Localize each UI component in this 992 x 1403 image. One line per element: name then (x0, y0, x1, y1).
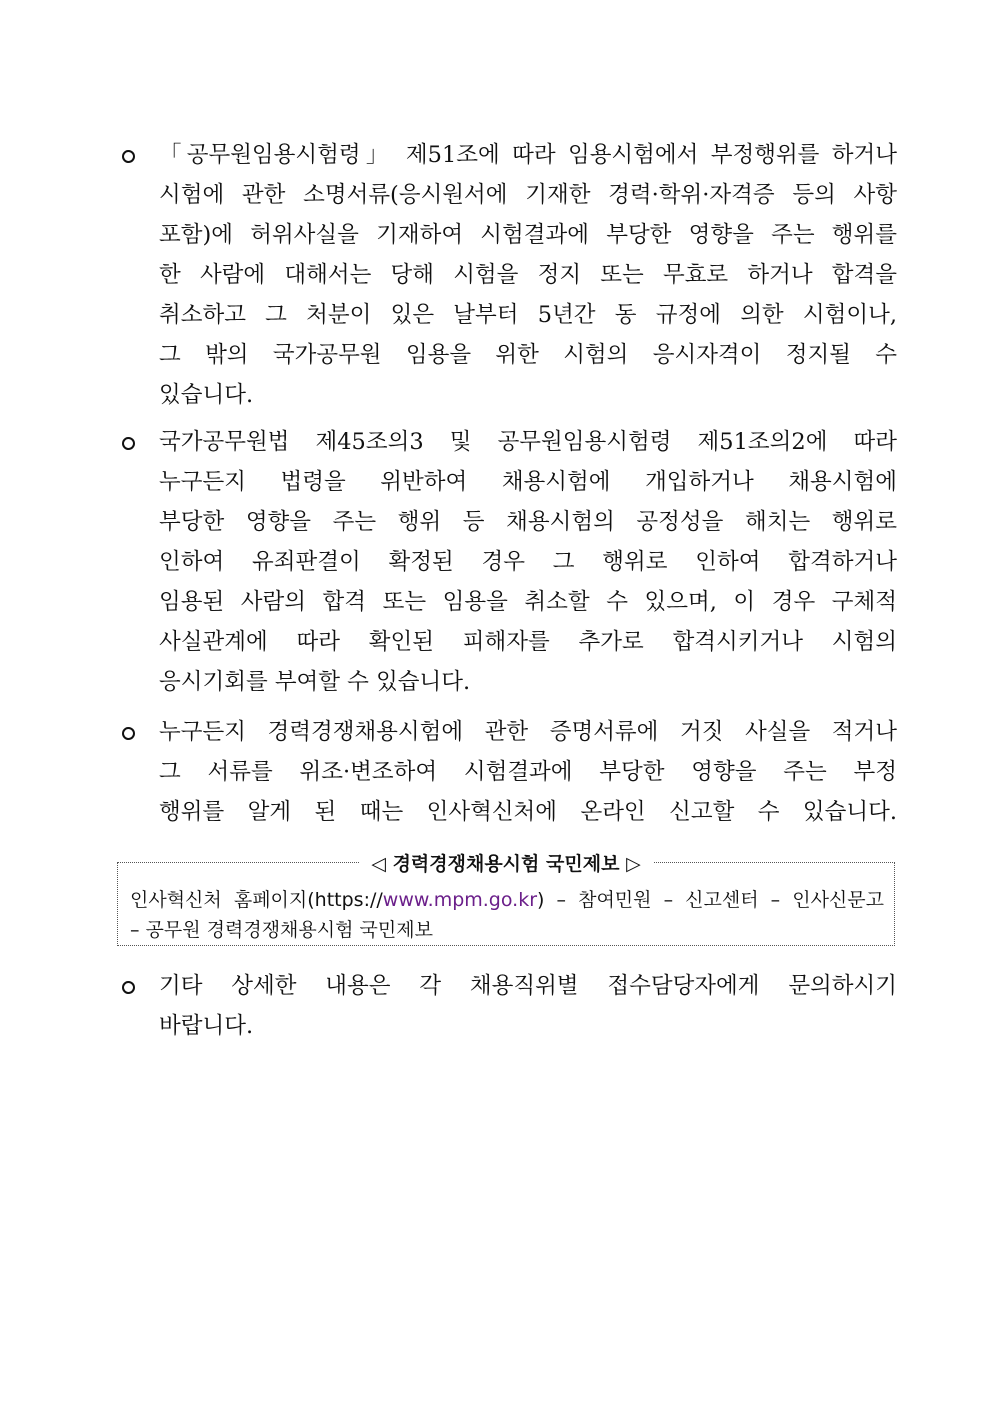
right-triangle-icon: ▷ (626, 853, 641, 875)
report-path-prefix: 인사혁신처 홈페이지(https:// (130, 889, 383, 911)
report-info-box (117, 853, 895, 946)
report-path-line (130, 885, 884, 912)
report-box-title (118, 849, 894, 876)
paragraph-line: 부당한 영향을 주는 행위 등 채용시험의 공정성을 해치는 행위로 (159, 509, 897, 535)
circle-bullet-icon (122, 150, 135, 163)
paragraph-line: 바랍니다. (159, 1013, 254, 1039)
report-path-suffix: ) – 참여민원 – 신고센터 – 인사신문고 (537, 889, 884, 911)
paragraph-line: 인하여 유죄판결이 확정된 경우 그 행위로 인하여 합격하거나 (159, 549, 897, 575)
paragraph-line: 포함)에 허위사실을 기재하여 시험결과에 부당한 영향을 주는 행위를 (159, 222, 897, 248)
paragraph-line: 국가공무원법 제45조의3 및 공무원임용시험령 제51조의2에 따라 (159, 429, 897, 455)
circle-bullet-icon (122, 727, 135, 740)
left-triangle-icon: ◁ (371, 853, 386, 875)
circle-bullet-icon (122, 437, 135, 450)
paragraph-line: 시험에 관한 소명서류(응시원서에 기재한 경력·학위·자격증 등의 사항 (159, 182, 897, 208)
paragraph-false-documents-report (122, 712, 897, 832)
report-box-title-text: 경력경쟁채용시험 국민제보 (392, 853, 620, 875)
paragraph-line: 「공무원임용시험령」 제51조에 따라 임용시험에서 부정행위를 하거나 (159, 142, 897, 168)
paragraph-line: 사실관계에 따라 확인된 피해자를 추가로 합격시키거나 시험의 (159, 629, 897, 655)
paragraph-line: 그 밖의 국가공무원 임용을 위한 시험의 응시자격이 정지될 수 (159, 342, 897, 368)
paragraph-line: 있습니다. (159, 382, 254, 408)
paragraph-line: 취소하고 그 처분이 있은 날부터 5년간 동 규정에 의한 시험이나, (159, 302, 897, 328)
paragraph-misconduct-exam (122, 135, 897, 415)
paragraph-hiring-interference (122, 422, 897, 702)
mpm-website-link[interactable]: www.mpm.go.kr (382, 889, 538, 911)
report-path-line-2: – 공무원 경력경쟁채용시험 국민제보 (130, 919, 433, 941)
paragraph-line: 기타 상세한 내용은 각 채용직위별 접수담당자에게 문의하시기 (159, 973, 897, 999)
paragraph-line: 임용된 사람의 합격 또는 임용을 취소할 수 있으며, 이 경우 구체적 (159, 589, 897, 615)
paragraph-line: 그 서류를 위조·변조하여 시험결과에 부당한 영향을 주는 부정 (159, 759, 897, 785)
paragraph-line: 응시기회를 부여할 수 있습니다. (159, 669, 471, 695)
paragraph-contact-inquiry (122, 966, 897, 1046)
paragraph-line: 누구든지 경력경쟁채용시험에 관한 증명서류에 거짓 사실을 적거나 (159, 719, 897, 745)
paragraph-line: 행위를 알게 된 때는 인사혁신처에 온라인 신고할 수 있습니다. (159, 799, 897, 825)
circle-bullet-icon (122, 981, 135, 994)
paragraph-line: 한 사람에 대해서는 당해 시험을 정지 또는 무효로 하거나 합격을 (159, 262, 897, 288)
paragraph-line: 누구든지 법령을 위반하여 채용시험에 개입하거나 채용시험에 (159, 469, 897, 495)
